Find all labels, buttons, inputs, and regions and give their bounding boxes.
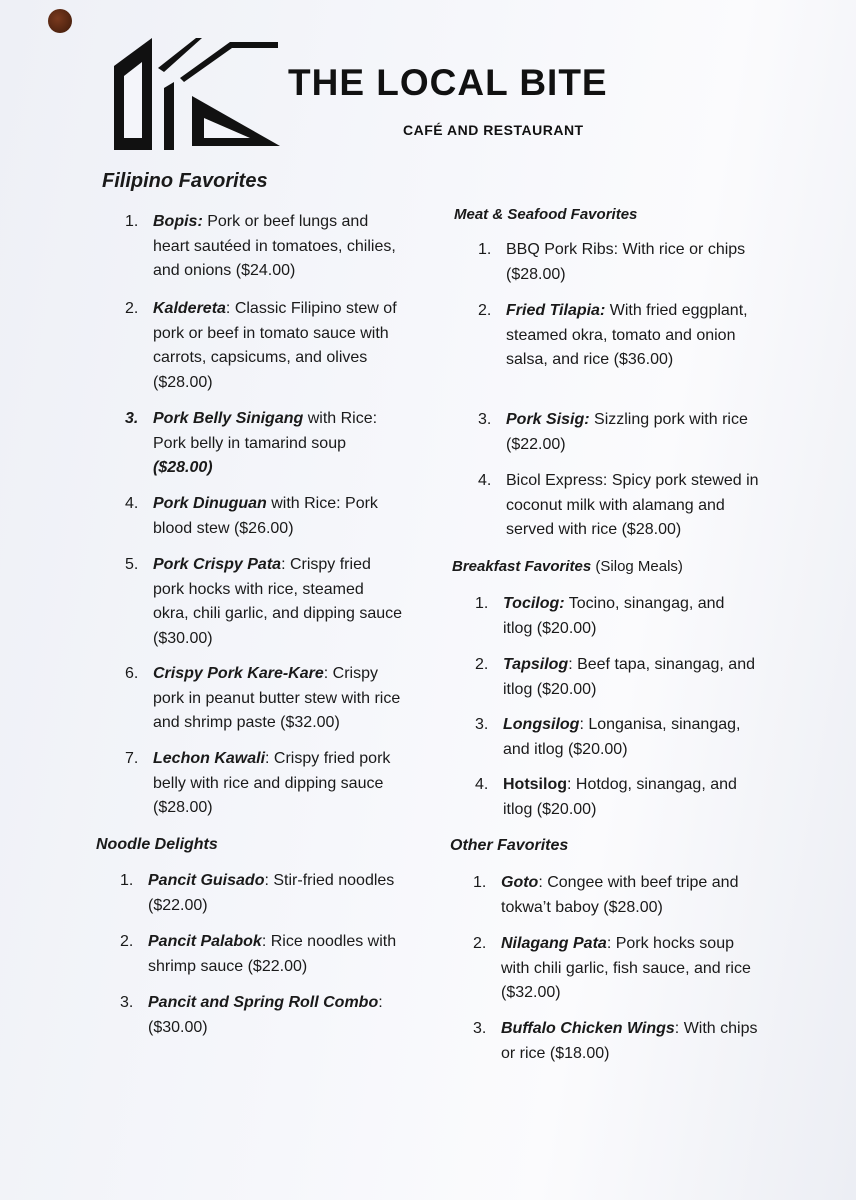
section-breakfast-favorites bbox=[452, 558, 772, 575]
section-other-favorites bbox=[450, 837, 750, 855]
menu-item-bopis: 1. Bopis: Pork or beef lungs and heart sautéed in tomatoes, chilies, and onions ($24.00) bbox=[125, 213, 396, 279]
menu-item-fried-tilapia: 2. Fried Tilapia: With fried eggplant, steamed okra, tomato and onion salsa, and rice ($36.00) bbox=[478, 302, 748, 368]
menu-item-longsilog: 3. Longsilog: Longanisa, sinangag, and itlog ($20.00) bbox=[475, 716, 741, 758]
menu-item-lechon-kawali: 7. Lechon Kawali: Crispy fried pork belly with rice and dipping sauce ($28.00) bbox=[125, 750, 391, 816]
menu-item-nilagang-pata: 2. Nilagang Pata: Pork hocks soup with chili garlic, fish sauce, and rice ($32.00) bbox=[473, 935, 751, 1001]
menu-item-pancit-guisado: 1. Pancit Guisado: Stir-fried noodles ($22.00) bbox=[120, 872, 395, 914]
logo-icon bbox=[112, 38, 280, 150]
section-title: Breakfast Favorites (Silog Meals) bbox=[452, 558, 683, 575]
menu-item-pork-crispy-pata: 5. Pork Crispy Pata: Crispy fried pork hocks with rice, steamed okra, chili garlic, and dipping sauce ($30.00) bbox=[125, 556, 403, 647]
menu-item-tapsilog: 2. Tapsilog: Beef tapa, sinangag, and itlog ($20.00) bbox=[475, 656, 755, 698]
menu-item-bicol-express: 4. Bicol Express: Spicy pork stewed in coconut milk with alamang and served with rice ($28.00) bbox=[478, 472, 759, 538]
section-title: Other Favorites bbox=[450, 837, 569, 854]
menu-item-pancit-spring-roll-combo: 3. Pancit and Spring Roll Combo: ($30.00) bbox=[120, 994, 383, 1036]
punch-hole bbox=[48, 9, 72, 33]
menu-item-pork-dinuguan: 4. Pork Dinuguan with Rice: Pork blood stew ($26.00) bbox=[125, 495, 378, 537]
menu-item-kaldereta: 2. Kaldereta: Classic Filipino stew of pork or beef in tomato sauce with carrots, capsicums, and olives ($28.00) bbox=[125, 300, 397, 391]
section-title: Noodle Delights bbox=[96, 836, 218, 853]
menu-item-buffalo-chicken-wings: 3. Buffalo Chicken Wings: With chips or rice ($18.00) bbox=[473, 1020, 758, 1062]
section-noodle-delights bbox=[96, 836, 396, 854]
restaurant-name: THE LOCAL BITE bbox=[288, 62, 608, 103]
menu-item-pancit-palabok: 2. Pancit Palabok: Rice noodles with shrimp sauce ($22.00) bbox=[120, 933, 397, 975]
menu-item-hotsilog: 4. Hotsilog: Hotdog, sinangag, and itlog ($20.00) bbox=[475, 776, 737, 818]
restaurant-subtitle: CAFÉ AND RESTAURANT bbox=[403, 122, 584, 138]
section-filipino-favorites bbox=[102, 170, 402, 193]
menu-item-pork-belly-sinigang: 3. Pork Belly Sinigang with Rice: Pork belly in tamarind soup ($28.00) bbox=[125, 410, 378, 476]
menu-item-bbq-pork-ribs: 1. BBQ Pork Ribs: With rice or chips ($28.00) bbox=[478, 241, 746, 283]
filipino-list bbox=[125, 210, 403, 816]
menu-item-pork-sisig: 3. Pork Sisig: Sizzling pork with rice ($22.00) bbox=[478, 411, 748, 453]
menu-item-tocilog: 1. Tocilog: Tocino, sinangag, and itlog ($20.00) bbox=[475, 595, 725, 637]
section-meat-seafood-favorites bbox=[454, 206, 754, 223]
menu-item-crispy-pork-kare-kare: 6. Crispy Pork Kare-Kare: Crispy pork in peanut butter stew with rice and shrimp paste ($32.00) bbox=[125, 665, 401, 731]
menu-item-goto: 1. Goto: Congee with beef tripe and tokwa’t baboy ($28.00) bbox=[473, 874, 739, 916]
section-title: Meat & Seafood Favorites bbox=[454, 206, 638, 223]
section-title: Filipino Favorites bbox=[102, 170, 268, 192]
